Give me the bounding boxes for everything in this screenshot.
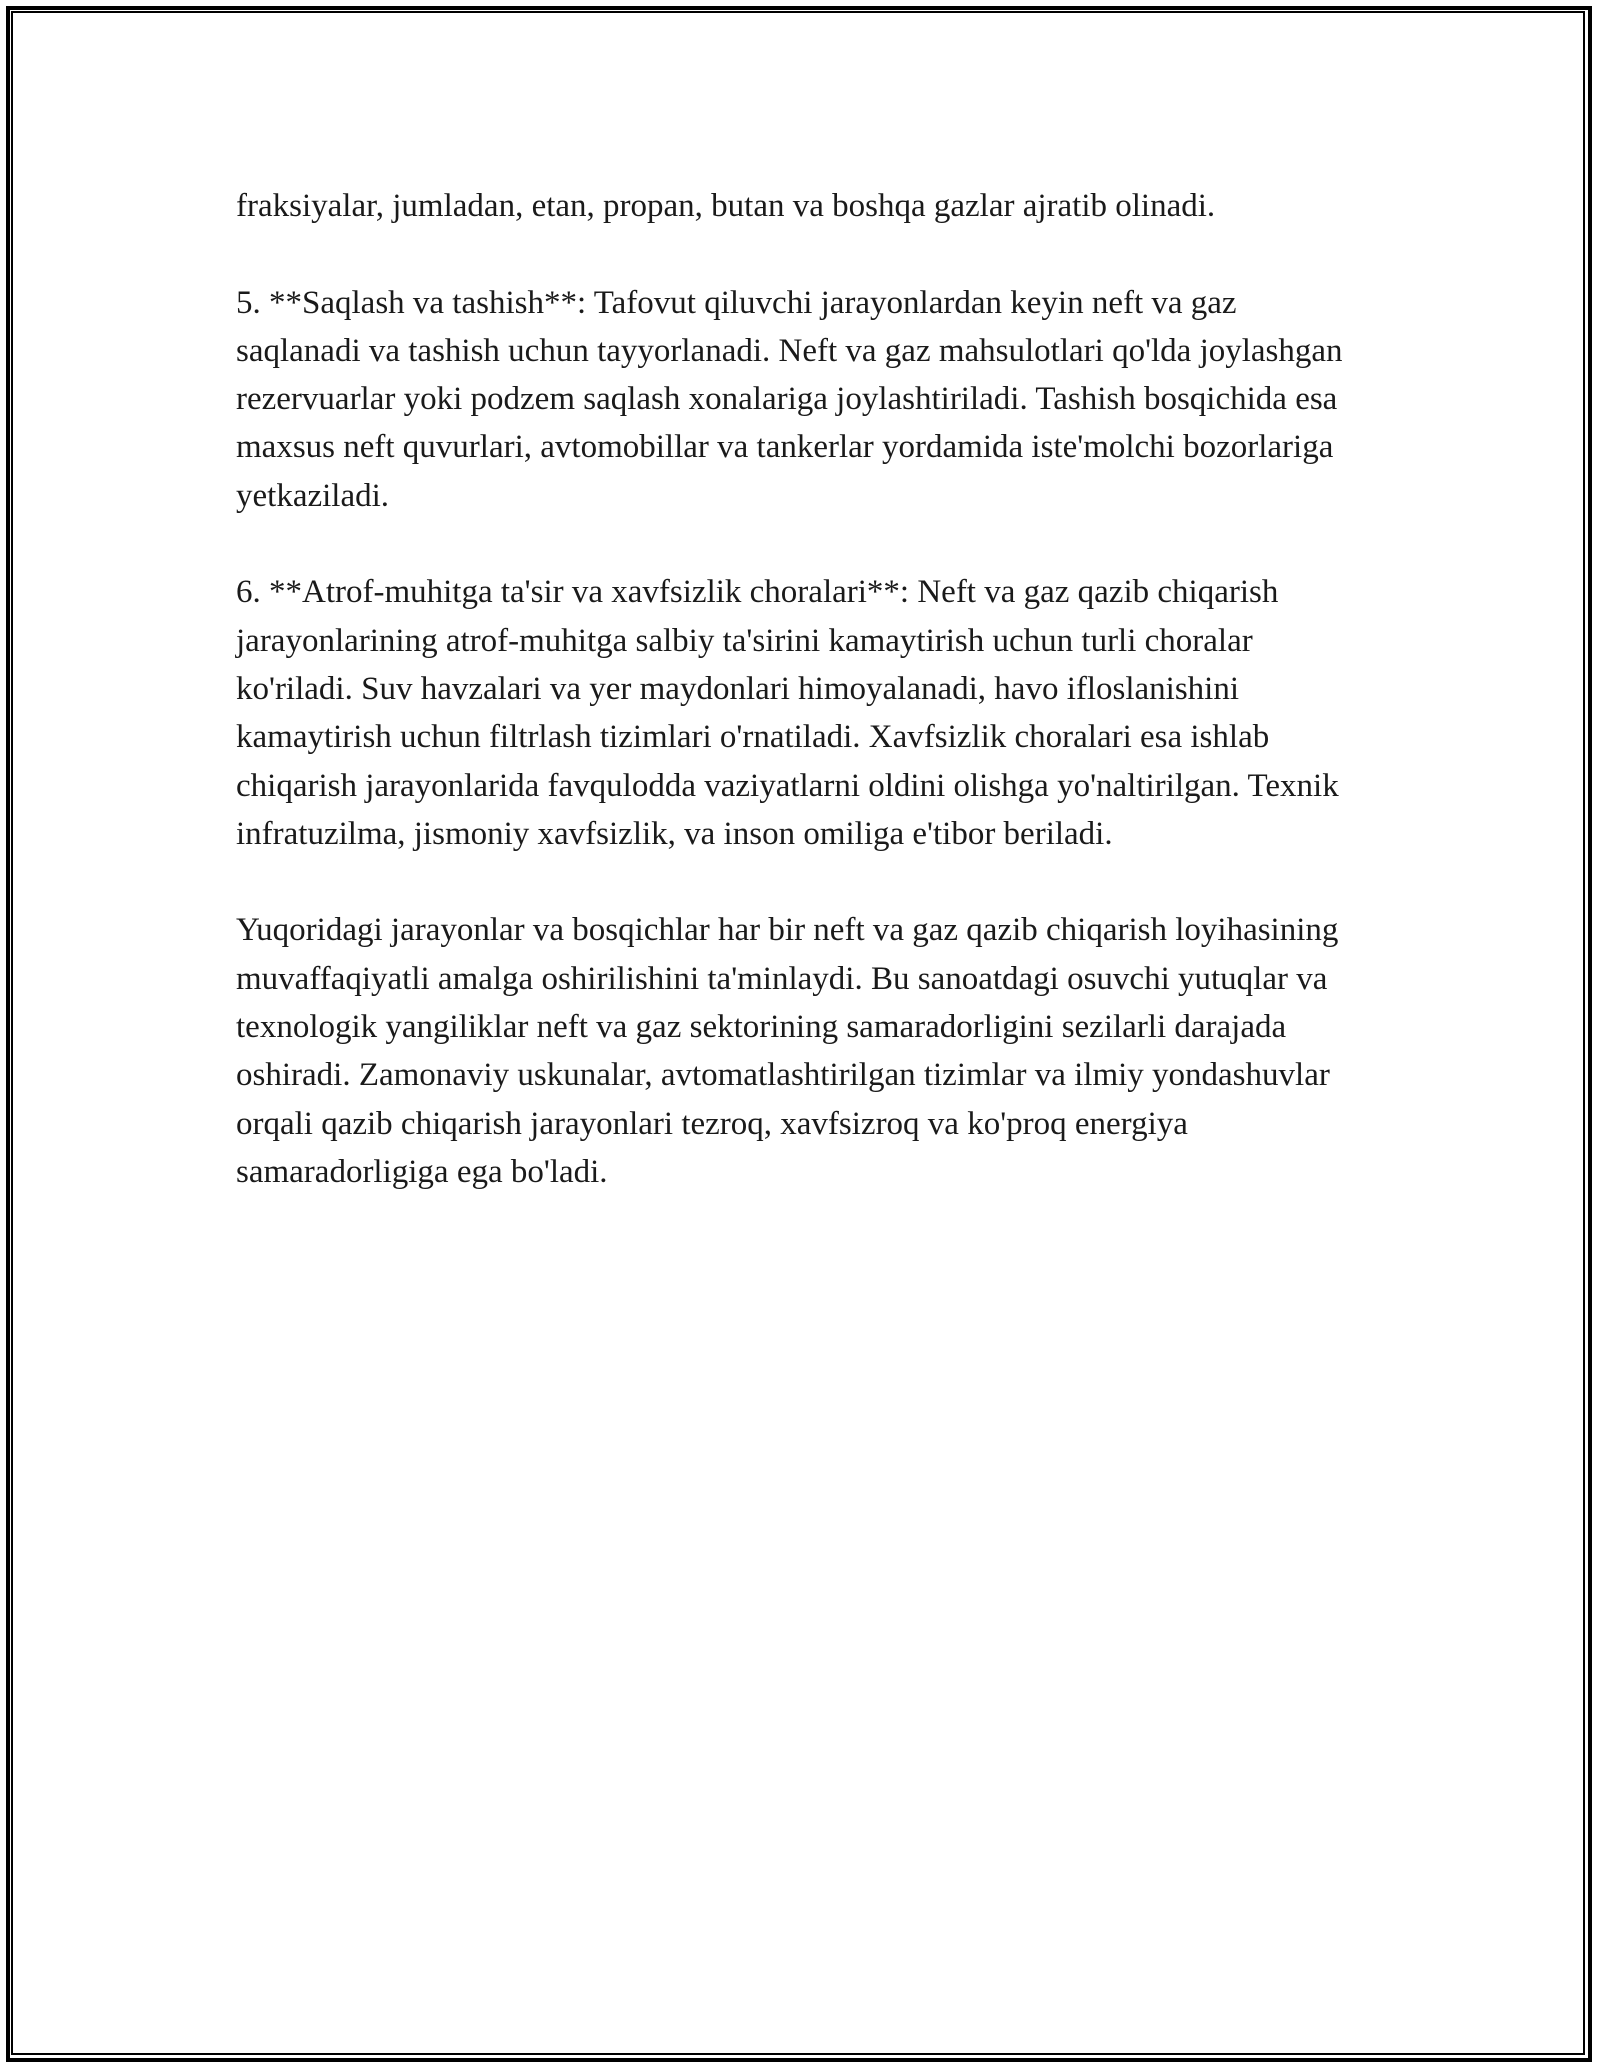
- document-body: [236, 182, 1366, 1245]
- paragraph-storage-transport: 5. **Saqlash va tashish**: Tafovut qiluvchi jarayonlardan keyin neft va gaz saqlanadi va tashish uchun tayyorlanadi. Neft va gaz mahsulotlari qo'lda joylashgan rezervuarlar yoki podzem saqlash xonalariga joylashtiriladi. Tashish bosqichida esa maxsus neft quvurlari, avtomobillar va tankerlar yordamida iste'molchi bozorlariga yetkaziladi.: [236, 284, 1343, 514]
- paragraph-fractions: fraksiyalar, jumladan, etan, propan, butan va boshqa gazlar ajratib olinadi.: [236, 188, 1216, 224]
- paragraph-environment-safety: 6. **Atrof-muhitga ta'sir va xavfsizlik choralari**: Neft va gaz qazib chiqarish jarayonlarining atrof-muhitga salbiy ta'sirini kamaytirish uchun turli choralar ko'riladi. Suv havzalari va yer maydonlari himoyalanadi, havo ifloslanishini kamaytirish uchun filtrlash tizimlari o'rnatiladi. Xavfsizlik choralari esa ishlab chiqarish jarayonlarida favqulodda vaziyatlarni oldini olishga yo'naltirilgan. Texnik infratuzilma, jismoniy xavfsizlik, va inson omiliga e'tibor beriladi.: [236, 574, 1339, 852]
- paragraph-conclusion: Yuqoridagi jarayonlar va bosqichlar har bir neft va gaz qazib chiqarish loyihasining muvaffaqiyatli amalga oshirilishini ta'minlaydi. Bu sanoatdagi osuvchi yutuqlar va texnologik yangiliklar neft va gaz sektorining samaradorligini sezilarli darajada oshiradi. Zamonaviy uskunalar, avtomatlashtirilgan tizimlar va ilmiy yondashuvlar orqali qazib chiqarish jarayonlari tezroq, xavfsizroq va ko'proq energiya samaradorligiga ega bo'ladi.: [236, 912, 1339, 1190]
